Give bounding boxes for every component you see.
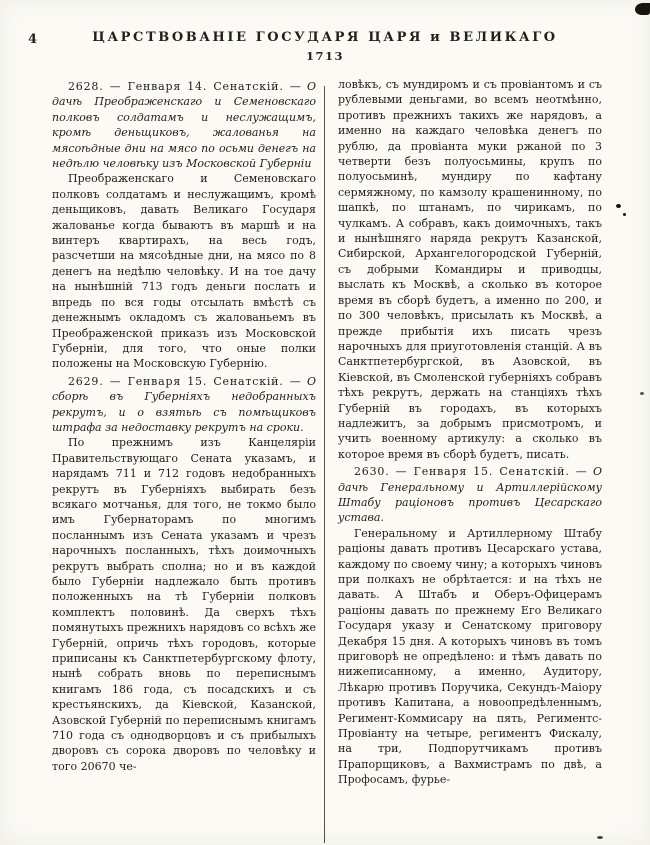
entry-2629-heading	[52, 374, 316, 436]
entry-2629-title: О сборѣ въ Губерніяхъ недобранныхъ рекрутъ, и о взятьѣ съ помѣщиковъ штрафа за недоставку рекрутъ на сроки.	[52, 374, 316, 434]
scan-artifact	[640, 392, 644, 395]
running-title: ЦАРСТВОВАНІЕ ГОСУДАРЯ ЦАРЯ и ВЕЛИКАГО	[92, 30, 558, 45]
entry-2628-body: Преображенскаго и Семеновскаго полковъ солдатамъ и неслужащимъ, кромѣ деньщиковъ, давать Великаго Государя жалованье когда бываютъ въ маршѣ и на винтеръ квартирахъ, на весь годъ, разсчетши на мясоѣдные дни, на мясо по 8 денегъ на недѣлю человѣку. И на тое дачу на нынѣшній 713 годъ деньги послать и впредь по вся годы отсылать вмѣстѣ съ денежнымъ окладомъ съ жалованьемъ въ Преображенской приказъ изъ Московской Губерніи, для того, что оные полки положены на Московскую Губернію.	[52, 172, 316, 371]
entry-2629-continuation: ловѣкъ, съ мундиромъ и съ провіантомъ и съ рублевыми деньгами, во всемъ неотмѣнно, противъ прежнихъ такихъ же нарядовъ, а именно на каждаго человѣка денегъ по рублю, да провіанта муки ржаной по 3 четверти безъ полуосьмины, крупъ по полуосьминѣ, мундиру по кафтану сермяжному, по камзолу крашенинному, по шапкѣ, по штанамъ, по чирикамъ, по чулкамъ. А собравъ, какъ доимочныхъ, такъ и нынѣшняго наряда рекрутъ Казанской, Сибирской, Архангелогородской Губерній, съ добрыми Командиры и приводцы, выслать къ Москвѣ, а сколько въ которое время въ сборѣ будетъ, а именно по 200, и по 300 человѣкъ, присылать къ Москвѣ, а прежде прибытія ихъ писать чрезъ нарочныхъ для приуготовленія станцій. А въ Санктпетербургской, въ Азовской, въ Кіевской, въ Смоленской губерніяхъ собравъ тѣхъ рекрутъ, держать на станціяхъ тѣхъ Губерній въ городахъ, въ которыхъ надлежитъ, за добрымъ присмотромъ, и учить военному артикулу: а сколько въ которое время въ сборѣ будетъ, писать.	[338, 78, 602, 461]
entry-2630-body: Генеральному и Артиллерному Штабу раціоны давать противъ Цесарскаго устава, каждому по своему чину; а которыхъ чиновъ при полкахъ не обрѣтается: и на тѣхъ не давать. А Штабъ и Оберъ-Офицерамъ раціоны давать по прежнему Его Великаго Государя указу и Сенатскому приговору Декабря 15 дня. А которыхъ чиновъ въ томъ приговорѣ не опредѣлено: и тѣмъ давать по нижеписанному, а именно, Аудитору, Лѣкарю противъ Поручика, Секундъ-Маіору противъ Капитана, а новоопредѣленнымъ, Регимент-Коммисару на пять, Региментс-Провіанту на четыре, региментъ Фискалу, на три, Подпорутчикамъ противъ Прапорщиковъ, а Вахмистрамъ по двѣ, а Профосамъ, фурье-	[338, 526, 602, 787]
scan-artifact	[635, 3, 650, 15]
entry-2628-label: 2628. — Генваря 14. Сенатскій. —	[68, 80, 302, 93]
scan-artifact	[616, 204, 621, 208]
entry-2628-heading	[52, 79, 316, 171]
text-columns	[52, 77, 602, 788]
right-column	[327, 77, 602, 788]
scan-artifact	[597, 836, 603, 839]
left-column	[52, 77, 327, 788]
entry-2630-heading	[338, 464, 602, 526]
entry-2630-title: О дачѣ Генеральному и Артиллерійскому Штабу раціоновъ противъ Цесарскаго устава.	[338, 465, 602, 525]
entry-2629-body: По прежнимъ изъ Канцеляріи Правительствующаго Сената указамъ, и нарядамъ 711 и 712 годовъ недобранныхъ рекрутъ въ Губерніяхъ выбирать безъ всякаго мотчанья, для того, не токмо было имъ Губернаторамъ по многимъ посланнымъ изъ Сената указамъ и чрезъ нарочныхъ посланныхъ, тѣхъ доимочныхъ рекрутъ выбрать сполна; но и въ каждой было Губерніи надлежало быть противъ положенныхъ на тѣ Губерніи полковъ комплектъ половинѣ. Да сверхъ тѣхъ помянутыхъ прежнихъ нарядовъ со всѣхъ же Губерній, опричь тѣхъ городовъ, которые приписаны къ Санктпетербургскому флоту, нынѣ собрать вновь по переписнымъ книгамъ 186 года, съ посадскихъ и съ крестьянскихъ, да Кіевской, Казанской, Азовской Губерній по переписнымъ книгамъ 710 года съ однодворцовъ и съ прибылыхъ дворовъ съ сорока дворовъ по человѣку и того 20670 че-	[52, 436, 316, 773]
year-heading: 1713	[305, 49, 344, 63]
entry-2630-label: 2630. — Генваря 15. Сенатскій. —	[354, 465, 588, 479]
entry-2628-title: О дачѣ Преображенскаго и Семеновскаго полковъ солдатамъ и неслужащимъ, кромѣ деньщиковъ, жалованья на мясоѣдные дни на мясо по осьми денегъ на недѣлю человѣку изъ Московской Губерніи	[52, 80, 316, 171]
page-number: 4	[28, 32, 38, 47]
scan-artifact	[623, 213, 626, 216]
column-divider	[324, 86, 325, 843]
entry-2629-label: 2629. — Генваря 15. Сенатскій. —	[68, 374, 302, 388]
page-header	[0, 0, 650, 63]
